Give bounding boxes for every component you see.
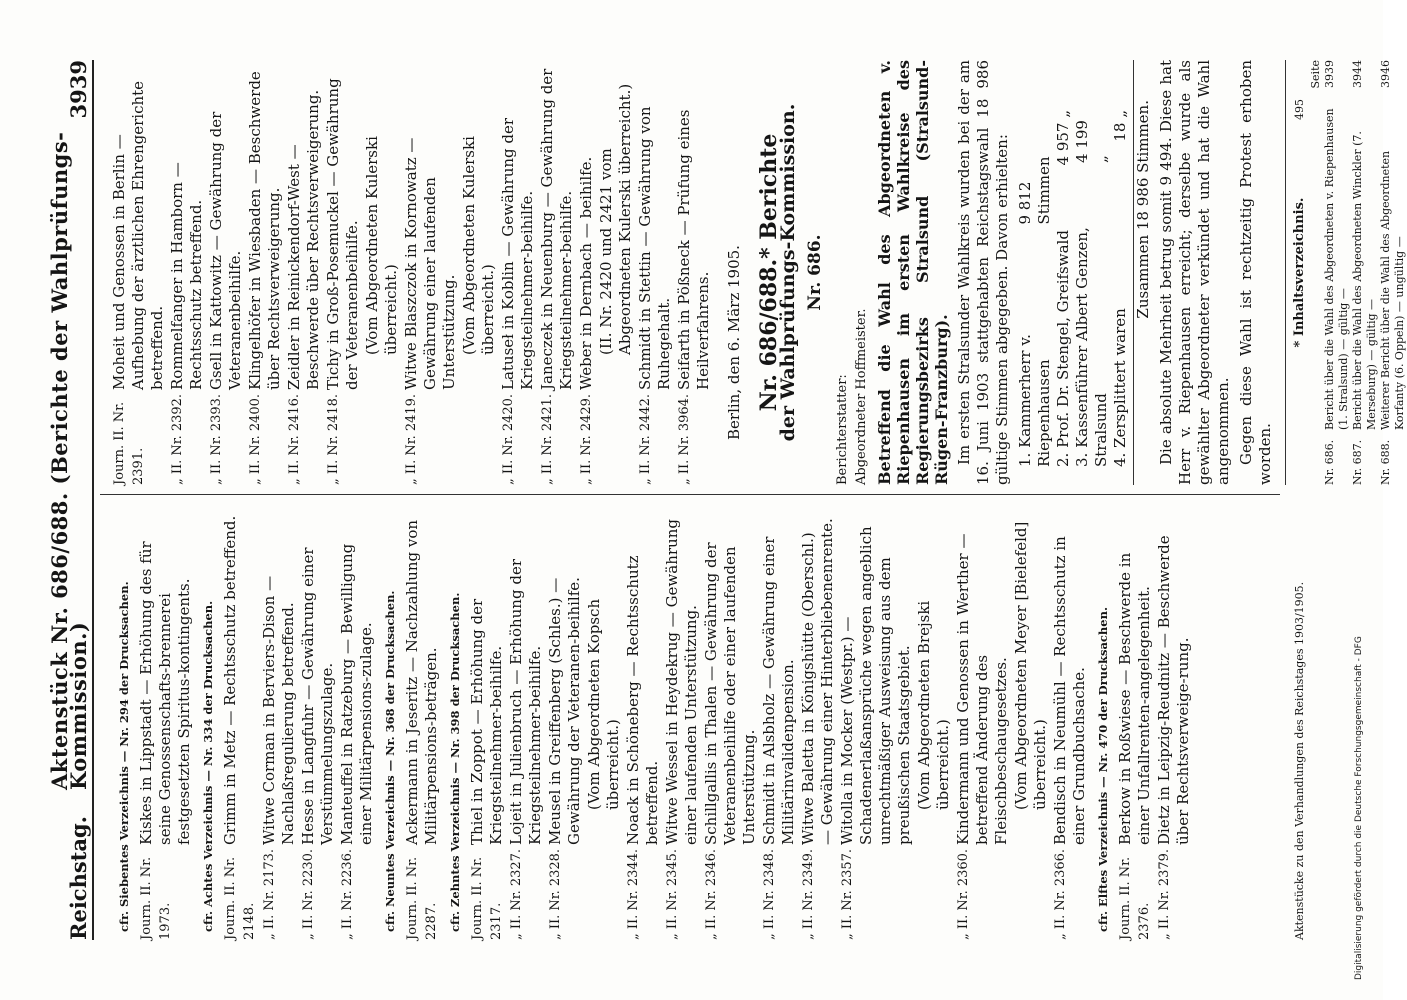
reports-subtitle: der Wahlprüfungs-Kommission. xyxy=(777,103,799,442)
entry-ref: „ II. Nr. 2393. xyxy=(209,393,224,485)
sheet-number: 495 xyxy=(1293,99,1306,120)
entry-text: (Vom Abgeordneten Kulerski überreicht.) xyxy=(363,136,400,355)
petition-entry xyxy=(110,60,167,485)
header-page-number: 3939 xyxy=(66,60,91,119)
entry-ref: „ II. Nr. 2400. xyxy=(248,393,263,485)
vote-row xyxy=(1111,60,1130,467)
vote-label: 4. Zersplittert waren xyxy=(1111,308,1129,467)
entry-text: Schmidt in Stettin — Gewährung von Ruhegehalt. xyxy=(636,106,673,390)
petition-entry xyxy=(702,515,759,940)
petition-entry xyxy=(260,515,298,940)
entry-text: Manteuffel in Ratzeburg — Bewilligung einer Militärpensions-zulage. xyxy=(338,543,375,845)
vote-value: 4 199 „ xyxy=(1073,120,1110,163)
toc-row xyxy=(1351,60,1379,485)
entry-note xyxy=(915,515,953,940)
petition-entry xyxy=(1116,515,1154,940)
report-paragraph-2: Die absolute Mehrheit betrug somit 9 494. Diese hat Herr v. Riepenhausen erreicht; derselbe wurde als gewählter Abgeordneter verkündet und hat die Wahl angenommen. xyxy=(1157,60,1232,485)
reporter-label: Berichterstatter: xyxy=(835,374,850,485)
entry-text: Noack in Schöneberg — Rechtsschutz betreffend. xyxy=(624,555,661,845)
entry-text: (Vom Abgeordneten Kopsch überreicht.) xyxy=(585,598,622,810)
toc-row xyxy=(1323,60,1351,485)
toc-text: Bericht über die Wahl des Abgeordneten Winckler (7. Merseburg) — gültig — xyxy=(1351,131,1378,430)
vote-row xyxy=(1073,60,1111,467)
petition-entry xyxy=(338,515,376,940)
reports-title: Berichte xyxy=(756,133,782,240)
entry-text: Witwe Corman in Berviers-Dison — Nachlaßregulierung betreffend. xyxy=(260,575,297,845)
petition-entry xyxy=(324,60,362,485)
entry-text: Grimm in Metz — Rechtsschutz betreffend. xyxy=(221,515,239,845)
petition-entry xyxy=(636,60,674,485)
petition-entry xyxy=(1051,515,1089,940)
entry-text: Witwe Blaszczok in Kornowatz — Gewährung einer laufenden Unterstützung. xyxy=(402,137,458,390)
entry-text: Klingelhöfer in Wiesbaden — Beschwerde über Rechtsverweigerung. xyxy=(246,71,283,390)
vote-total: Zusammen 18 986 Stimmen. xyxy=(1133,60,1153,485)
toc-page: 3944 xyxy=(1351,60,1364,88)
petition-entry xyxy=(299,515,337,940)
page-header xyxy=(47,60,94,940)
entry-text: Lojeit in Julienbruch — Erhöhung der Kriegsteilnehmer-beihilfe. xyxy=(507,559,544,845)
vote-value: 18 „ xyxy=(1111,110,1129,142)
vote-list xyxy=(1016,60,1130,485)
entry-text: Schillgallis in Thalen — Gewährung der Veteranenbeihilfe oder einer laufenden Unterstützung. xyxy=(702,542,758,845)
petition-entry xyxy=(402,60,459,485)
petition-entry xyxy=(507,515,545,940)
right-column xyxy=(110,60,1407,485)
petition-entry xyxy=(285,60,323,485)
report-subject: Betreffend die Wahl des Abgeordneten v. Riepenhausen im ersten Wahlkreise des Regierungsbezirks Stralsund (Stralsund-Rügen-Franzburg). xyxy=(875,60,951,485)
entry-note xyxy=(597,60,635,485)
toc-text: Weiterer Bericht über die Wahl des Abgeordneten Korfanty (6. Oppeln) — ungültig — xyxy=(1379,150,1406,430)
petition-entry xyxy=(1155,515,1193,940)
entry-text: Moheit und Genossen in Berlin — Aufhebung der ärztlichen Ehrengerichte betreffend. xyxy=(110,80,166,390)
petition-entry xyxy=(760,515,798,940)
entry-ref: „ II. Nr. 2416. xyxy=(287,393,302,485)
petition-entry xyxy=(538,60,576,485)
petition-entry xyxy=(246,60,284,485)
entry-text: Kiskes in Lippstadt — Erhöhung des für seine Genossenschafts-brennerei festgesetzten Spiritus-kontingents. xyxy=(137,541,193,845)
vote-value: 4 957 „ xyxy=(1054,110,1072,166)
entry-ref: „ II. Nr. 2379. xyxy=(1157,848,1172,940)
vote-label: 3. Kassenführer Albert Genzen, Stralsund xyxy=(1073,227,1110,467)
entry-ref: „ II. Nr. 2344. xyxy=(626,848,641,940)
date-line: Berlin, den 6. März 1905. xyxy=(725,245,743,440)
entry-text: Janeczek in Neuenburg — Gewährung der Kriegsteilnehmer-beihilfe. xyxy=(538,68,575,390)
entry-text: Weber in Dernbach — beihilfe. xyxy=(577,156,595,390)
section-title: cfr. Neuntes Verzeichnis — Nr. 368 der Drucksachen. xyxy=(383,590,397,932)
section-title: cfr. Achtes Verzeichnis — Nr. 334 der Drucksachen. xyxy=(201,600,215,932)
toc-nr: Nr. 687. xyxy=(1351,439,1364,485)
entry-ref: „ II. Nr. 2348. xyxy=(762,848,777,940)
vote-label: 2. Prof. Dr. Stengel, Greifswald xyxy=(1054,230,1072,467)
entry-ref: Journ. II. Nr. 2376. xyxy=(1118,856,1152,940)
entry-text: Tichy in Groß-Posemuckel — Gewährung der Veteranenbeihilfe. xyxy=(324,78,361,390)
vote-row xyxy=(1016,60,1054,467)
toc-nr: Nr. 686. xyxy=(1323,439,1336,485)
entry-text: Witwe Baletta in Königshütte (Oberschl.) — Gewährung einer Hinterbliebenenrente. xyxy=(799,518,836,845)
header-left: Reichstag. xyxy=(66,816,91,940)
vote-row xyxy=(1054,60,1073,467)
left-column xyxy=(110,515,1194,940)
petition-entry xyxy=(546,515,584,940)
petition-entry xyxy=(499,60,537,485)
entry-ref: Journ. II. Nr. 2148. xyxy=(223,856,257,940)
entry-text: Ackermann in Jeseritz — Nachzahlung von Militärpensions-beträgen. xyxy=(403,519,440,845)
entry-ref: „ II. Nr. 2419. xyxy=(404,393,419,485)
entry-text: Kindermann und Genossen in Werther — betreffend Änderung des Fleischbeschaugesetzes. xyxy=(954,533,1010,845)
entry-text: (Vom Abgeordneten Kulerski überreicht.) xyxy=(460,136,497,355)
petition-entry xyxy=(838,515,914,940)
entry-ref: „ II. Nr. 2442. xyxy=(638,393,653,485)
reports-nr: Nr. 686/688.* xyxy=(756,247,782,412)
petition-entry xyxy=(221,515,259,940)
petition-entry xyxy=(207,60,245,485)
entry-ref: „ II. Nr. 2429. xyxy=(579,393,594,485)
toc-nr: Nr. 688. xyxy=(1379,439,1392,485)
entry-text: Witwe Wessel in Heydekrug — Gewährung einer laufenden Unterstützung. xyxy=(663,519,700,845)
column-rule xyxy=(100,494,1280,495)
entry-text: (Vom Abgeordneten Meyer [Bielefeld] überreicht.) xyxy=(1012,521,1049,810)
petition-entry xyxy=(799,515,837,940)
entry-ref: „ II. Nr. 2392. xyxy=(170,393,185,485)
page-footer: Aktenstücke zu den Verhandlungen des Reichstages 1903/1905. xyxy=(1293,581,1306,940)
petition-entry xyxy=(675,60,713,485)
entry-text: Thiel in Zoppot — Erhöhung der Kriegsteilnehmer-beihilfe. xyxy=(468,598,505,845)
entry-text: Berkow in Roßwiese — Beschwerde in einer Unfallrenten-angelegenheit. xyxy=(1116,552,1153,845)
petition-entry xyxy=(663,515,701,940)
toc-page: 3946 xyxy=(1379,60,1392,88)
entry-ref: „ II. Nr. 2421. xyxy=(540,393,555,485)
entry-text: Latuseł in Koblin — Gewährung der Kriegsteilnehmer-beihilfe. xyxy=(499,117,536,390)
section-title: cfr. Siebentes Verzeichnis — Nr. 294 der Drucksachen. xyxy=(117,581,131,932)
entry-ref: „ II. Nr. 2360. xyxy=(956,848,971,940)
toc-page-header: Seite xyxy=(1309,60,1322,89)
header-title: Aktenstück Nr. 686/688. (Berichte der Wahlprüfungs-Kommission.) xyxy=(47,131,91,790)
entry-text: Zeidler in Reinickendorf-West — Beschwerde über Rechtsverweigerung. xyxy=(285,89,322,390)
entry-ref: „ II. Nr. 2345. xyxy=(665,848,680,940)
petition-entry xyxy=(468,515,506,940)
section-title: cfr. Zehntes Verzeichnis — Nr. 398 der Drucksachen. xyxy=(448,592,462,932)
entry-ref: Journ. II. Nr. 2317. xyxy=(470,856,504,940)
entry-text: Witolla in Mocker (Westpr.) — Schadenerlaßansprüche wegen angeblich unrechtmäßiger Ausweisung aus dem preußischen Staatsgebiet. xyxy=(838,526,913,845)
entry-note xyxy=(1012,515,1050,940)
entry-note xyxy=(363,60,401,485)
toc-page: 3939 xyxy=(1323,60,1336,88)
entry-text: Dietz in Leipzig-Reudnitz — Beschwerde über Rechtsverweige-rung. xyxy=(1155,535,1192,845)
entry-text: Bendisch in Neumühl — Rechtsschutz in einer Grundbuchsache. xyxy=(1051,536,1088,845)
reporter-name: Abgeordneter Hoffmeister. xyxy=(854,308,869,485)
entry-ref: „ II. Nr. 2230. xyxy=(301,848,316,940)
vote-label: 1. Kammerherr v. Riepenhausen xyxy=(1016,334,1053,467)
entry-ref: „ II. Nr. 2173. xyxy=(262,848,277,940)
petition-entry xyxy=(624,515,662,940)
toc-title: * Inhaltsverzeichnis. xyxy=(1285,60,1309,485)
entry-ref: „ II. Nr. 2357. xyxy=(840,848,855,940)
entry-ref: „ II. Nr. 2418. xyxy=(326,393,341,485)
entry-text: Hesse in Langfuhr — Gewährung einer Verstümmelungszulage. xyxy=(299,547,336,845)
report-paragraph-3: Gegen diese Wahl ist rechtzeitig Protest erhoben worden. xyxy=(1237,60,1274,485)
entry-ref: Journ. II. Nr. 1973. xyxy=(139,856,173,940)
entry-text: Seifarth in Pößneck — Prüfung eines Heilverfahrens. xyxy=(675,109,712,390)
entry-text: (II. Nr. 2420 und 2421 vom Abgeordneten Kulerski überreicht.) xyxy=(597,83,634,355)
entry-note xyxy=(460,60,498,485)
vote-value: 9 812 Stimmen xyxy=(1016,156,1053,225)
entry-ref: „ II. Nr. 2328. xyxy=(548,848,563,940)
entry-ref: „ II. Nr. 2327. xyxy=(509,848,524,940)
petition-entry xyxy=(954,515,1011,940)
section-title: cfr. Elftes Verzeichnis — Nr. 470 der Drucksachen. xyxy=(1096,607,1110,932)
petition-entry xyxy=(403,515,441,940)
entry-ref: „ II. Nr. 2420. xyxy=(501,393,516,485)
report-paragraph-1: Im ersten Stralsunder Wahlkreis wurden bei der am 16. Juni 1903 stattgehabten Reichstagswahl 18 986 gültige Stimmen abgegeben. Davon erhielten: xyxy=(955,60,1011,485)
entry-text: (Vom Abgeordneten Brejski überreicht.) xyxy=(915,600,952,810)
entry-ref: „ II. Nr. 2349. xyxy=(801,848,816,940)
right-entries xyxy=(110,60,713,485)
entry-text: Schmidt in Alsbholz — Gewährung einer Militärinvalidenpension. xyxy=(760,536,797,845)
petition-entry xyxy=(577,60,596,485)
toc-list xyxy=(1323,60,1407,485)
entry-text: Gsell in Kattowitz — Gewährung der Veteranenbeihilfe. xyxy=(207,111,244,390)
entry-ref: „ II. Nr. 2366. xyxy=(1053,848,1068,940)
petition-entry xyxy=(168,60,206,485)
entry-ref: „ II. Nr. 3964. xyxy=(677,393,692,485)
entry-ref: Journ. II. Nr. 2391. xyxy=(112,401,146,485)
entry-text: Rommelfanger in Hamborn — Rechtsschutz betreffend. xyxy=(168,162,205,390)
entry-ref: Journ. II. Nr. 2287. xyxy=(405,856,439,940)
toc-row xyxy=(1379,60,1407,485)
toc-text: Bericht über die Wahl des Abgeordneten v. Riepenhausen (1. Stralsund) — gültig — xyxy=(1323,108,1350,430)
petition-entry xyxy=(137,515,194,940)
report-686-heading: Nr. 686. xyxy=(805,234,825,311)
entry-note xyxy=(585,515,623,940)
entry-ref: „ II. Nr. 2236. xyxy=(340,848,355,940)
entry-ref: „ II. Nr. 2346. xyxy=(704,848,719,940)
entry-text: Meusel in Greiffenberg (Schles.) — Gewährung der Veteranen-beihilfe. xyxy=(546,577,583,845)
dfg-note: Digitalisierung gefördert durch die Deutsche Forschungsgemeinschaft - DFG xyxy=(1354,636,1364,980)
